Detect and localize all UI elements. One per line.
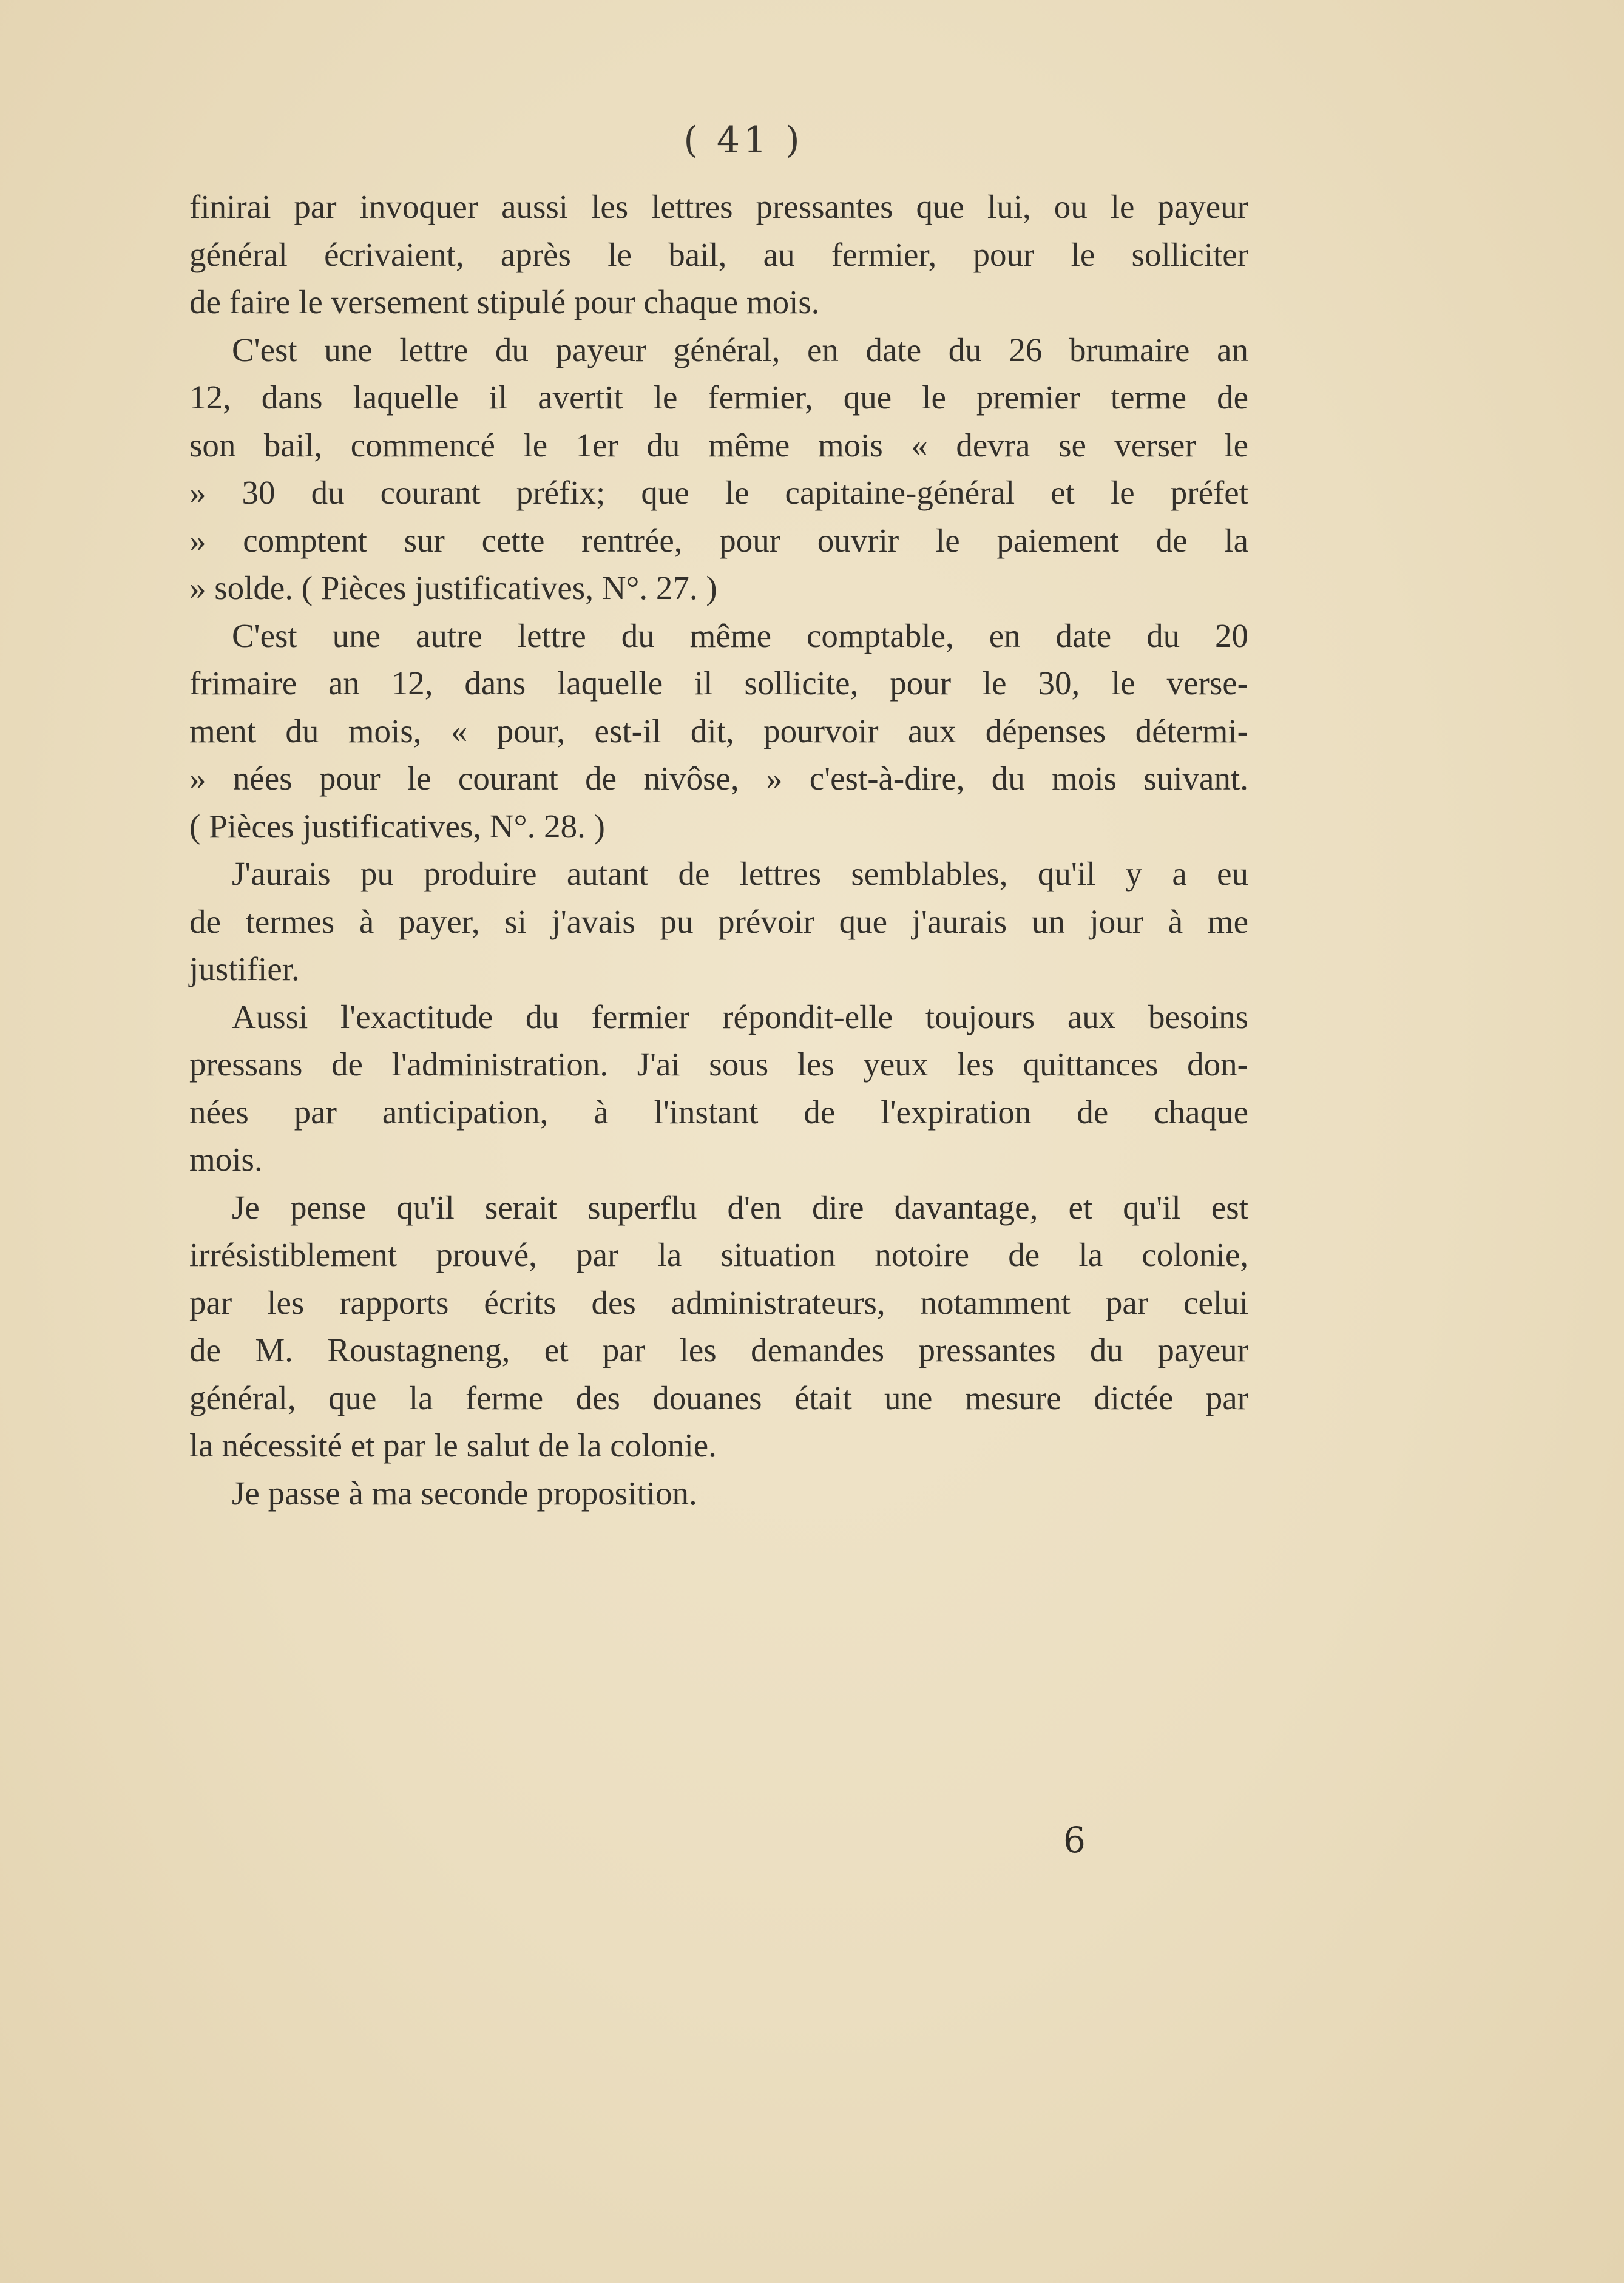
body-text — [189, 183, 1248, 1517]
text-line: irrésistiblement prouvé, par la situation notoire de la colonie, — [189, 1236, 1248, 1273]
text-line: » solde. ( Pièces justificatives, N°. 27. ) — [189, 569, 717, 606]
signature-mark: 6 — [1063, 1819, 1086, 1861]
text-line: la nécessité et par le salut de la colonie. — [189, 1427, 717, 1464]
paragraph — [189, 326, 1248, 612]
text-line: 12, dans laquelle il avertit le fermier, que le premier terme de — [189, 379, 1248, 416]
text-line: mois. — [189, 1141, 263, 1178]
paragraph — [189, 993, 1248, 1184]
text-line: ment du mois, « pour, est-il dit, pourvoir aux dépenses détermi- — [189, 712, 1248, 749]
text-line: Je passe à ma seconde proposition. — [232, 1474, 697, 1512]
text-line: justifier. — [189, 950, 300, 987]
text-line: nées par anticipation, à l'instant de l'expiration de chaque — [189, 1093, 1248, 1131]
text-line: Aussi l'exactitude du fermier répondit-elle toujours aux besoins — [232, 998, 1248, 1035]
text-line: finirai par invoquer aussi les lettres pressantes que lui, ou le payeur — [189, 188, 1248, 225]
page-number: ( 41 ) — [683, 119, 804, 161]
text-line: Je pense qu'il serait superflu d'en dire davantage, et qu'il est — [232, 1188, 1248, 1226]
text-line: ( Pièces justificatives, N°. 28. ) — [189, 807, 605, 845]
paragraph — [189, 612, 1248, 851]
text-line: pressans de l'administration. J'ai sous les yeux les quittances don- — [189, 1046, 1248, 1083]
text-line: » nées pour le courant de nivôse, » c'est-à-dire, du mois suivant. — [189, 760, 1248, 797]
text-line: par les rapports écrits des administrateurs, notamment par celui — [189, 1284, 1248, 1321]
text-line: » 30 du courant préfix; que le capitaine-général et le préfet — [189, 474, 1248, 511]
text-line: C'est une lettre du payeur général, en date du 26 brumaire an — [232, 331, 1248, 368]
text-line: de faire le versement stipulé pour chaque mois. — [189, 283, 820, 320]
text-line: de termes à payer, si j'avais pu prévoir que j'aurais un jour à me — [189, 902, 1248, 940]
text-line: général écrivaient, après le bail, au fermier, pour le solliciter — [189, 235, 1248, 273]
paragraph — [189, 1184, 1248, 1470]
text-line: général, que la ferme des douanes était une mesure dictée par — [189, 1379, 1248, 1416]
text-line: C'est une autre lettre du même comptable, en date du 20 — [232, 617, 1248, 654]
text-line: J'aurais pu produire autant de lettres semblables, qu'il y a eu — [232, 855, 1248, 892]
text-line: son bail, commencé le 1er du même mois « devra se verser le — [189, 426, 1248, 464]
paragraph — [189, 850, 1248, 993]
text-line: » comptent sur cette rentrée, pour ouvrir le paiement de la — [189, 521, 1248, 559]
paragraph — [189, 1470, 1248, 1518]
text-line: frimaire an 12, dans laquelle il sollicite, pour le 30, le verse- — [189, 665, 1248, 702]
text-line: de M. Roustagneng, et par les demandes pressantes du payeur — [189, 1331, 1248, 1368]
paragraph — [189, 183, 1248, 326]
